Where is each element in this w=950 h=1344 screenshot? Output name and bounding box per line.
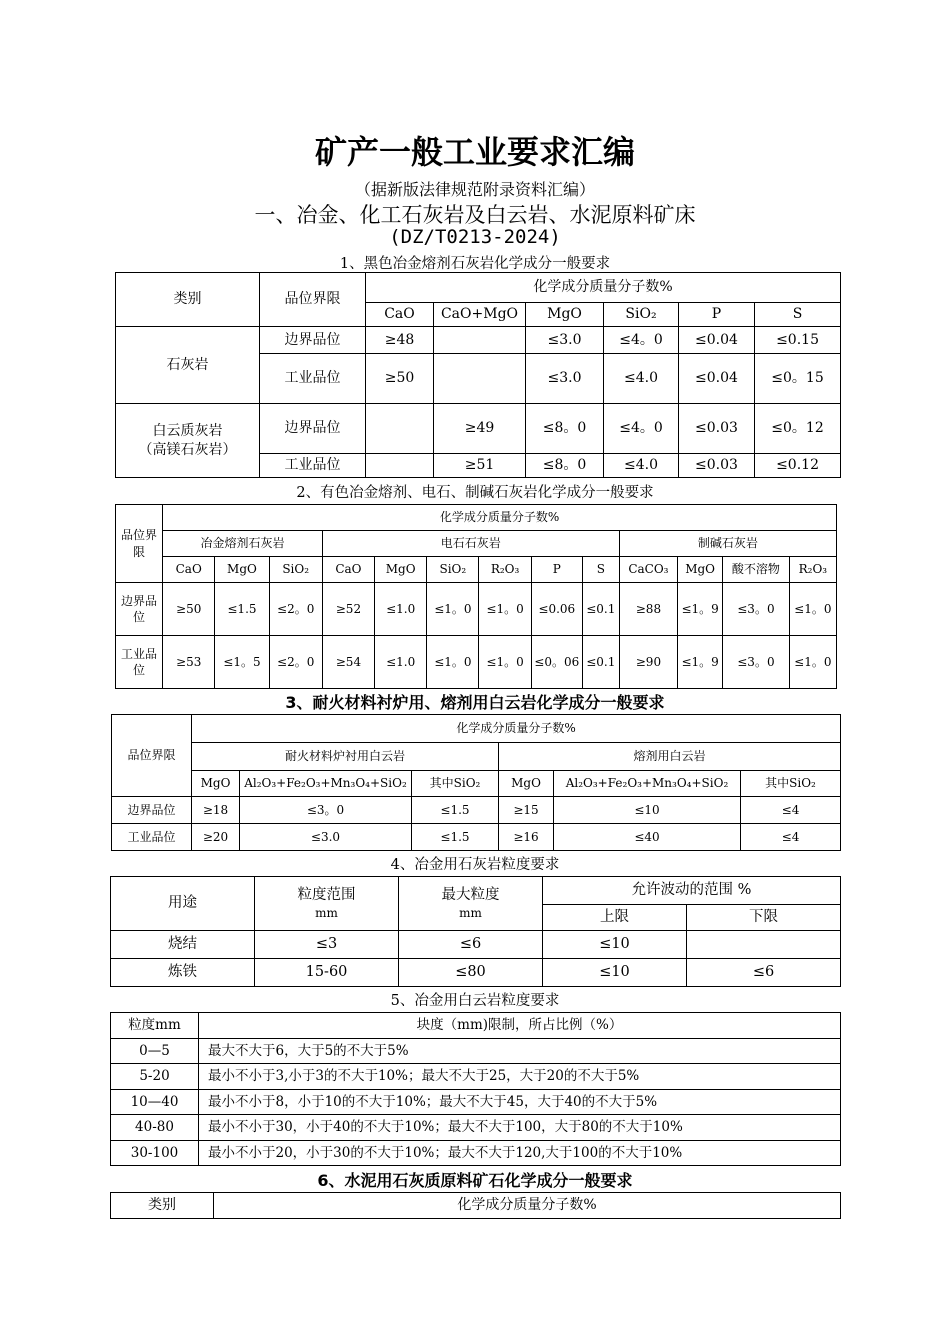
t2-col: MgO — [678, 557, 723, 583]
t3-cell: ≥16 — [499, 824, 554, 851]
t4-cell — [687, 931, 841, 959]
t6-header-type: 类别 — [111, 1193, 214, 1219]
t3-col: Al₂O₃+Fe₂O₃+Mn₃O₄+SiO₂ — [240, 771, 412, 797]
t2-col: CaCO₃ — [619, 557, 677, 583]
t5-header-limit: 块度（mm)限制，所占比例（%） — [199, 1013, 841, 1039]
t5-limit: 最小不小于20，小于30的不大于10%；最大不大于120,大于100的不大于10% — [199, 1141, 841, 1166]
t1-col: CaO — [366, 303, 434, 327]
table5 — [110, 1012, 841, 1166]
t5-limit: 最小不小于3,小于3的不大于10%；最大不大于25，大于20的不大于5% — [199, 1064, 841, 1090]
table4-caption: 4、冶金用石灰岩粒度要求 — [390, 857, 560, 873]
t3-header-grade: 品位界限 — [112, 715, 192, 797]
t4-cell: 烧结 — [111, 931, 255, 959]
t4-header-max-unit: mm — [459, 906, 482, 921]
t3-col: MgO — [192, 771, 240, 797]
t2-cell: ≤3。0 — [723, 636, 790, 689]
t1-cell: 工业品位 — [260, 354, 366, 404]
t1-cell: ≤4.0 — [604, 454, 679, 478]
t1-cell: ≥51 — [434, 454, 526, 478]
t1-header-chem: 化学成分质量分子数% — [366, 273, 841, 303]
t1-cell — [434, 327, 526, 354]
t1-cell: ≤0.12 — [755, 454, 841, 478]
t2-cell: 工业品位 — [116, 636, 163, 689]
t2-col: P — [531, 557, 582, 583]
t3-cell: ≥20 — [192, 824, 240, 851]
page-subtitle: （据新版法律规范附录资料汇编） — [354, 180, 595, 199]
t2-col: MgO — [375, 557, 427, 583]
t2-group: 冶金熔剂石灰岩 — [163, 531, 323, 557]
t5-size: 40-80 — [111, 1115, 199, 1141]
t3-col: 其中SiO₂ — [741, 771, 841, 797]
t2-cell: ≥52 — [322, 583, 374, 636]
t1-cell — [434, 354, 526, 404]
t4-header-allow: 允许波动的范围 % — [543, 877, 841, 905]
t4-header-range-unit: mm — [315, 906, 338, 921]
t2-cell: 边界品位 — [116, 583, 163, 636]
t2-cell: ≤1.0 — [375, 636, 427, 689]
t1-cell: 边界品位 — [260, 327, 366, 354]
t2-cell: ≤1.0 — [375, 583, 427, 636]
t5-size: 0—5 — [111, 1039, 199, 1064]
t1-cell: ≤0.04 — [679, 327, 755, 354]
t1-group-dolomitic-alias: （高镁石灰岩） — [138, 441, 237, 458]
t3-cell: ≤3.0 — [240, 824, 412, 851]
t1-cell: ≤4。0 — [604, 327, 679, 354]
table3-caption: 3、耐火材料衬炉用、熔剂用白云岩化学成分一般要求 — [285, 693, 665, 712]
t1-cell — [366, 404, 434, 454]
t2-col: S — [582, 557, 619, 583]
t4-header-max-label: 最大粒度 — [441, 886, 500, 903]
section-heading: 一、冶金、化工石灰岩及白云岩、水泥原料矿床 — [254, 203, 696, 227]
t3-cell: ≥18 — [192, 797, 240, 824]
t3-header-chem: 化学成分质量分子数% — [192, 715, 841, 743]
t3-cell: ≤40 — [554, 824, 741, 851]
t5-limit: 最小不小于8，小于10的不大于10%；最大不大于45，大于40的不大于5% — [199, 1090, 841, 1115]
table4 — [110, 876, 841, 987]
t2-cell: ≤3。0 — [723, 583, 790, 636]
table2 — [115, 504, 837, 689]
t1-cell: 工业品位 — [260, 454, 366, 478]
t4-header-use: 用途 — [111, 877, 255, 931]
t2-col: 酸不溶物 — [723, 557, 790, 583]
t2-cell: ≥88 — [619, 583, 677, 636]
t3-cell: ≤10 — [554, 797, 741, 824]
t1-group-dolomitic-name: 白云质灰岩 — [152, 422, 223, 439]
t1-cell: ≤3.0 — [526, 327, 604, 354]
t2-col: CaO — [163, 557, 215, 583]
t5-header-size: 粒度mm — [111, 1013, 199, 1039]
t1-col: P — [679, 303, 755, 327]
t3-cell: ≤4 — [741, 797, 841, 824]
t1-col: S — [755, 303, 841, 327]
t2-cell: ≤0.1 — [582, 583, 619, 636]
table5-caption: 5、冶金用白云岩粒度要求 — [390, 993, 560, 1009]
t2-cell: ≤2。0 — [269, 583, 322, 636]
t1-cell: ≤0.04 — [679, 354, 755, 404]
t2-cell: ≥90 — [619, 636, 677, 689]
t2-col: MgO — [215, 557, 269, 583]
t2-cell: ≤0.06 — [531, 583, 582, 636]
t2-cell: ≤1。0 — [479, 583, 531, 636]
t3-col: MgO — [499, 771, 554, 797]
t1-col: CaO+MgO — [434, 303, 526, 327]
t1-cell: ≥48 — [366, 327, 434, 354]
table6-caption: 6、水泥用石灰质原料矿石化学成分一般要求 — [317, 1171, 633, 1190]
t2-header-grade: 品位界限 — [116, 505, 163, 583]
t3-cell: 边界品位 — [112, 797, 192, 824]
t2-group: 制碱石灰岩 — [619, 531, 836, 557]
t1-cell: ≤0。12 — [755, 404, 841, 454]
t3-group: 熔剂用白云岩 — [499, 743, 841, 771]
t1-cell: ≤4.0 — [604, 354, 679, 404]
t1-cell: ≤0.03 — [679, 454, 755, 478]
t4-cell: 炼铁 — [111, 959, 255, 987]
t2-cell: ≤1。5 — [215, 636, 269, 689]
t4-header-max — [399, 877, 543, 931]
t4-cell: 15-60 — [255, 959, 399, 987]
t2-cell: ≤1。0 — [479, 636, 531, 689]
t1-cell: ≥50 — [366, 354, 434, 404]
t4-cell: ≤6 — [399, 931, 543, 959]
t3-cell: ≥15 — [499, 797, 554, 824]
t1-cell: ≥49 — [434, 404, 526, 454]
table6 — [110, 1192, 841, 1219]
t2-col: SiO₂ — [269, 557, 322, 583]
t2-group: 电石石灰岩 — [322, 531, 619, 557]
t3-col: Al₂O₃+Fe₂O₃+Mn₃O₄+SiO₂ — [554, 771, 741, 797]
t2-cell: ≥50 — [163, 583, 215, 636]
t2-cell: ≤0。06 — [531, 636, 582, 689]
t3-group: 耐火材料炉衬用白云岩 — [192, 743, 499, 771]
t4-cell: ≤80 — [399, 959, 543, 987]
t6-header-chem: 化学成分质量分子数% — [214, 1193, 841, 1219]
t2-cell: ≤1。9 — [678, 583, 723, 636]
t3-cell: 工业品位 — [112, 824, 192, 851]
t1-cell: ≤3.0 — [526, 354, 604, 404]
t2-cell: ≤1。0 — [789, 636, 836, 689]
t2-cell: ≥53 — [163, 636, 215, 689]
t1-cell: ≤8。0 — [526, 404, 604, 454]
t2-col: R₂O₃ — [789, 557, 836, 583]
t1-header-grade: 品位界限 — [260, 273, 366, 327]
t1-group-dolomitic — [116, 404, 260, 478]
t5-size: 5-20 — [111, 1064, 199, 1090]
standard-code: (DZ/T0213-2024) — [389, 226, 561, 248]
t1-cell: ≤4。0 — [604, 404, 679, 454]
t4-header-lower: 下限 — [687, 905, 841, 931]
t1-cell: 边界品位 — [260, 404, 366, 454]
t2-cell: ≤1。0 — [427, 583, 479, 636]
t1-cell: ≤8。0 — [526, 454, 604, 478]
t3-cell: ≤1.5 — [412, 797, 499, 824]
t4-cell: ≤3 — [255, 931, 399, 959]
t3-cell: ≤1.5 — [412, 824, 499, 851]
t1-cell: ≤0。15 — [755, 354, 841, 404]
t1-cell: ≤0.03 — [679, 404, 755, 454]
t1-cell — [366, 454, 434, 478]
t2-col: SiO₂ — [427, 557, 479, 583]
t2-cell: ≤1.5 — [215, 583, 269, 636]
t4-cell: ≤10 — [543, 931, 687, 959]
t2-cell: ≤2。0 — [269, 636, 322, 689]
t5-limit: 最小不小于30，小于40的不大于10%；最大不大于100，大于80的不大于10% — [199, 1115, 841, 1141]
t1-header-type: 类别 — [116, 273, 260, 327]
t4-cell: ≤6 — [687, 959, 841, 987]
t1-cell: ≤0.15 — [755, 327, 841, 354]
t5-limit: 最大不大于6，大于5的不大于5% — [199, 1039, 841, 1064]
t1-col: MgO — [526, 303, 604, 327]
t1-group-limestone: 石灰岩 — [116, 327, 260, 404]
t2-cell: ≥54 — [322, 636, 374, 689]
t3-cell: ≤4 — [741, 824, 841, 851]
t2-cell: ≤1。0 — [427, 636, 479, 689]
t5-size: 10—40 — [111, 1090, 199, 1115]
t3-cell: ≤3。0 — [240, 797, 412, 824]
t4-header-range-label: 粒度范围 — [297, 886, 356, 903]
t2-col: CaO — [322, 557, 374, 583]
page-title: 矿产一般工业要求汇编 — [314, 133, 635, 171]
t2-cell: ≤1。9 — [678, 636, 723, 689]
table3 — [111, 714, 841, 851]
t1-col: SiO₂ — [604, 303, 679, 327]
table1-caption: 1、黑色冶金熔剂石灰岩化学成分一般要求 — [339, 256, 611, 272]
t5-size: 30-100 — [111, 1141, 199, 1166]
table2-caption: 2、有色冶金熔剂、电石、制碱石灰岩化学成分一般要求 — [296, 485, 654, 501]
t2-header-chem: 化学成分质量分子数% — [163, 505, 837, 531]
t2-col: R₂O₃ — [479, 557, 531, 583]
t2-cell: ≤0.1 — [582, 636, 619, 689]
table1 — [115, 272, 841, 478]
t3-col: 其中SiO₂ — [412, 771, 499, 797]
t2-cell: ≤1。0 — [789, 583, 836, 636]
t4-header-upper: 上限 — [543, 905, 687, 931]
t4-header-range — [255, 877, 399, 931]
t4-cell: ≤10 — [543, 959, 687, 987]
